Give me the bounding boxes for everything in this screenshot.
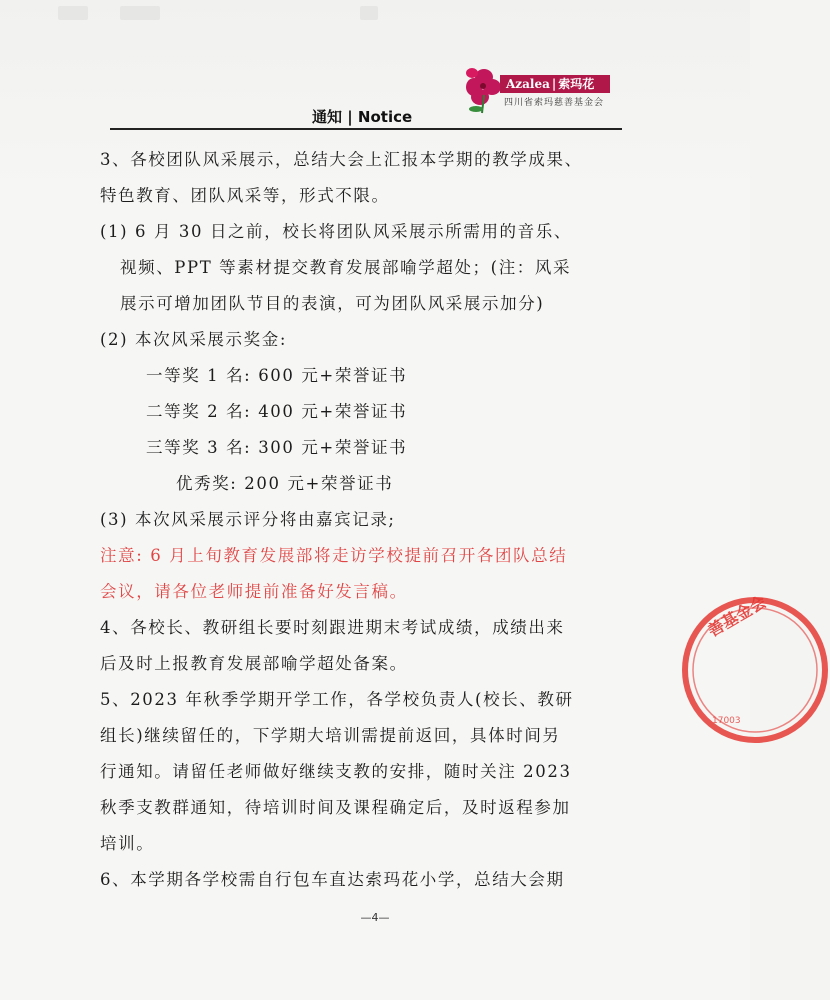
foundation-logo	[462, 65, 612, 115]
text-line: 3、各校团队风采展示，总结大会上汇报本学期的教学成果、	[100, 150, 583, 169]
scan-artifact	[58, 6, 88, 20]
prize-line: 二等奖 2 名: 400 元+荣誉证书	[146, 402, 408, 421]
scan-artifact	[360, 6, 378, 20]
text-line: 6、本学期各学校需自行包车直达索玛花小学，总结大会期	[100, 870, 565, 889]
header-divider	[110, 128, 622, 130]
prize-line: 优秀奖: 200 元+荣誉证书	[176, 474, 394, 493]
text-line: (2) 本次风采展示奖金:	[100, 330, 287, 349]
scan-artifact	[120, 6, 160, 20]
notice-line: 会议，请各位老师提前准备好发言稿。	[100, 582, 408, 601]
text-line: (1) 6 月 30 日之前，校长将团队风采展示所需用的音乐、	[100, 222, 572, 241]
page-number: —4—	[360, 911, 390, 924]
text-line: (3) 本次风采展示评分将由嘉宾记录;	[100, 510, 396, 529]
text-line: 后及时上报教育发展部喻学超处备案。	[100, 654, 408, 673]
page-title: 通知 | Notice	[312, 108, 413, 126]
text-line: 视频、PPT 等素材提交教育发展部喻学超处；(注：风采	[120, 258, 572, 277]
text-line: 5、2023 年秋季学期开学工作，各学校负责人(校长、教研	[100, 690, 574, 709]
svg-text:善基金会: 善基金会	[704, 592, 770, 641]
notice-line: 注意: 6 月上旬教育发展部将走访学校提前召开各团队总结	[100, 546, 568, 565]
logo-subtitle: 四川省索玛慈善基金会	[504, 98, 605, 108]
text-line: 4、各校长、教研组长要时刻跟进期末考试成绩，成绩出来	[100, 618, 565, 637]
text-line: 行通知。请留任老师做好继续支教的安排，随时关注 2023	[100, 762, 572, 781]
text-line: 秋季支教群通知，待培训时间及课程确定后，及时返程参加	[100, 798, 571, 817]
text-line: 特色教育、团队风采等，形式不限。	[100, 186, 390, 205]
svg-text:17003: 17003	[712, 716, 741, 726]
logo-wordmark: Azalea | 索玛花	[500, 75, 610, 93]
text-line: 培训。	[100, 834, 155, 853]
official-seal-stamp	[680, 592, 830, 745]
prize-line: 一等奖 1 名: 600 元+荣誉证书	[146, 366, 408, 385]
text-line: 组长)继续留任的，下学期大培训需提前返回，具体时间另	[100, 726, 561, 745]
prize-line: 三等奖 3 名: 300 元+荣誉证书	[146, 438, 408, 457]
text-line: 展示可增加团队节目的表演，可为团队风采展示加分)	[120, 294, 545, 313]
